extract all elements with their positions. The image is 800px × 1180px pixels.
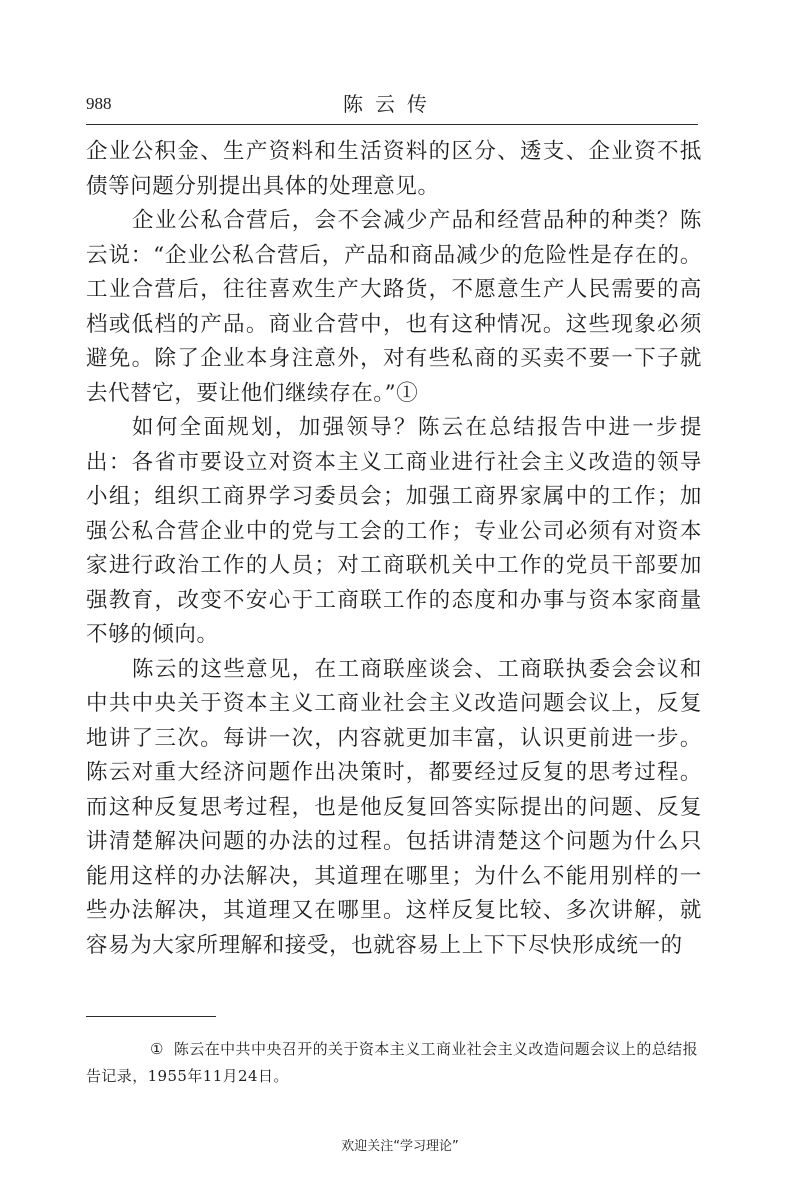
footnote — [86, 1036, 698, 1090]
footnote-marker: ① — [150, 1040, 164, 1058]
paragraph: 企业公私合营后，会不会减少产品和经营品种的种类？陈云说：“企业公私合营后，产品和商品减少的危险性是存在的。工业合营后，往往喜欢生产大路货，不愿意生产人民需要的高档或低档的产品。商业合营中，也有这种情况。这些现象必须避免。除了企业本身注意外，对有些私商的买卖不要一下子就去代替它，要让他们继续存在。”① — [86, 208, 702, 406]
paragraph: 如何全面规划，加强领导？陈云在总结报告中进一步提出：各省市要设立对资本主义工商业进行社会主义改造的领导小组；组织工商界学习委员会；加强工商界家属中的工作；加强公私合营企业中的党与工会的工作；专业公司必须有对资本家进行政治工作的人员；对工商联机关中工作的党员干部要加强教育，改变不安心于工商联工作的态度和办事与资本家商量不够的倾向。 — [86, 415, 702, 647]
watermark-caption: 欢迎关注“学习理论” — [341, 1139, 459, 1154]
page-number: 988 — [86, 94, 112, 113]
running-title: 陈云传 — [343, 92, 439, 116]
running-header — [86, 92, 696, 122]
footnote-rule — [86, 1016, 216, 1017]
body-text — [86, 135, 702, 963]
paragraph: 陈云的这些意见，在工商联座谈会、工商联执委会会议和中共中央关于资本主义工商业社会主义改造问题会议上，反复地讲了三次。每讲一次，内容就更加丰富，认识更前进一步。陈云对重大经济问题作出决策时，都要经过反复的思考过程。而这种反复思考过程，也是他反复回答实际提出的问题、反复讲清楚解决问题的办法的过程。包括讲清楚这个问题为什么只能用这样的办法解决，其道理在哪里；为什么不能用别样的一些办法解决，其道理又在哪里。这样反复比较、多次讲解，就容易为大家所理解和接受，也就容易上上下下尽快形成统一的 — [86, 656, 702, 958]
paragraph-continued: 企业公积金、生产资料和生活资料的区分、透支、企业资不抵债等问题分别提出具体的处理意见。 — [86, 139, 702, 199]
header-rule — [86, 124, 698, 125]
footnote-text: 陈云在中共中央召开的关于资本主义工商业社会主义改造问题会议上的总结报告记录，1955年11月24日。 — [86, 1040, 698, 1085]
